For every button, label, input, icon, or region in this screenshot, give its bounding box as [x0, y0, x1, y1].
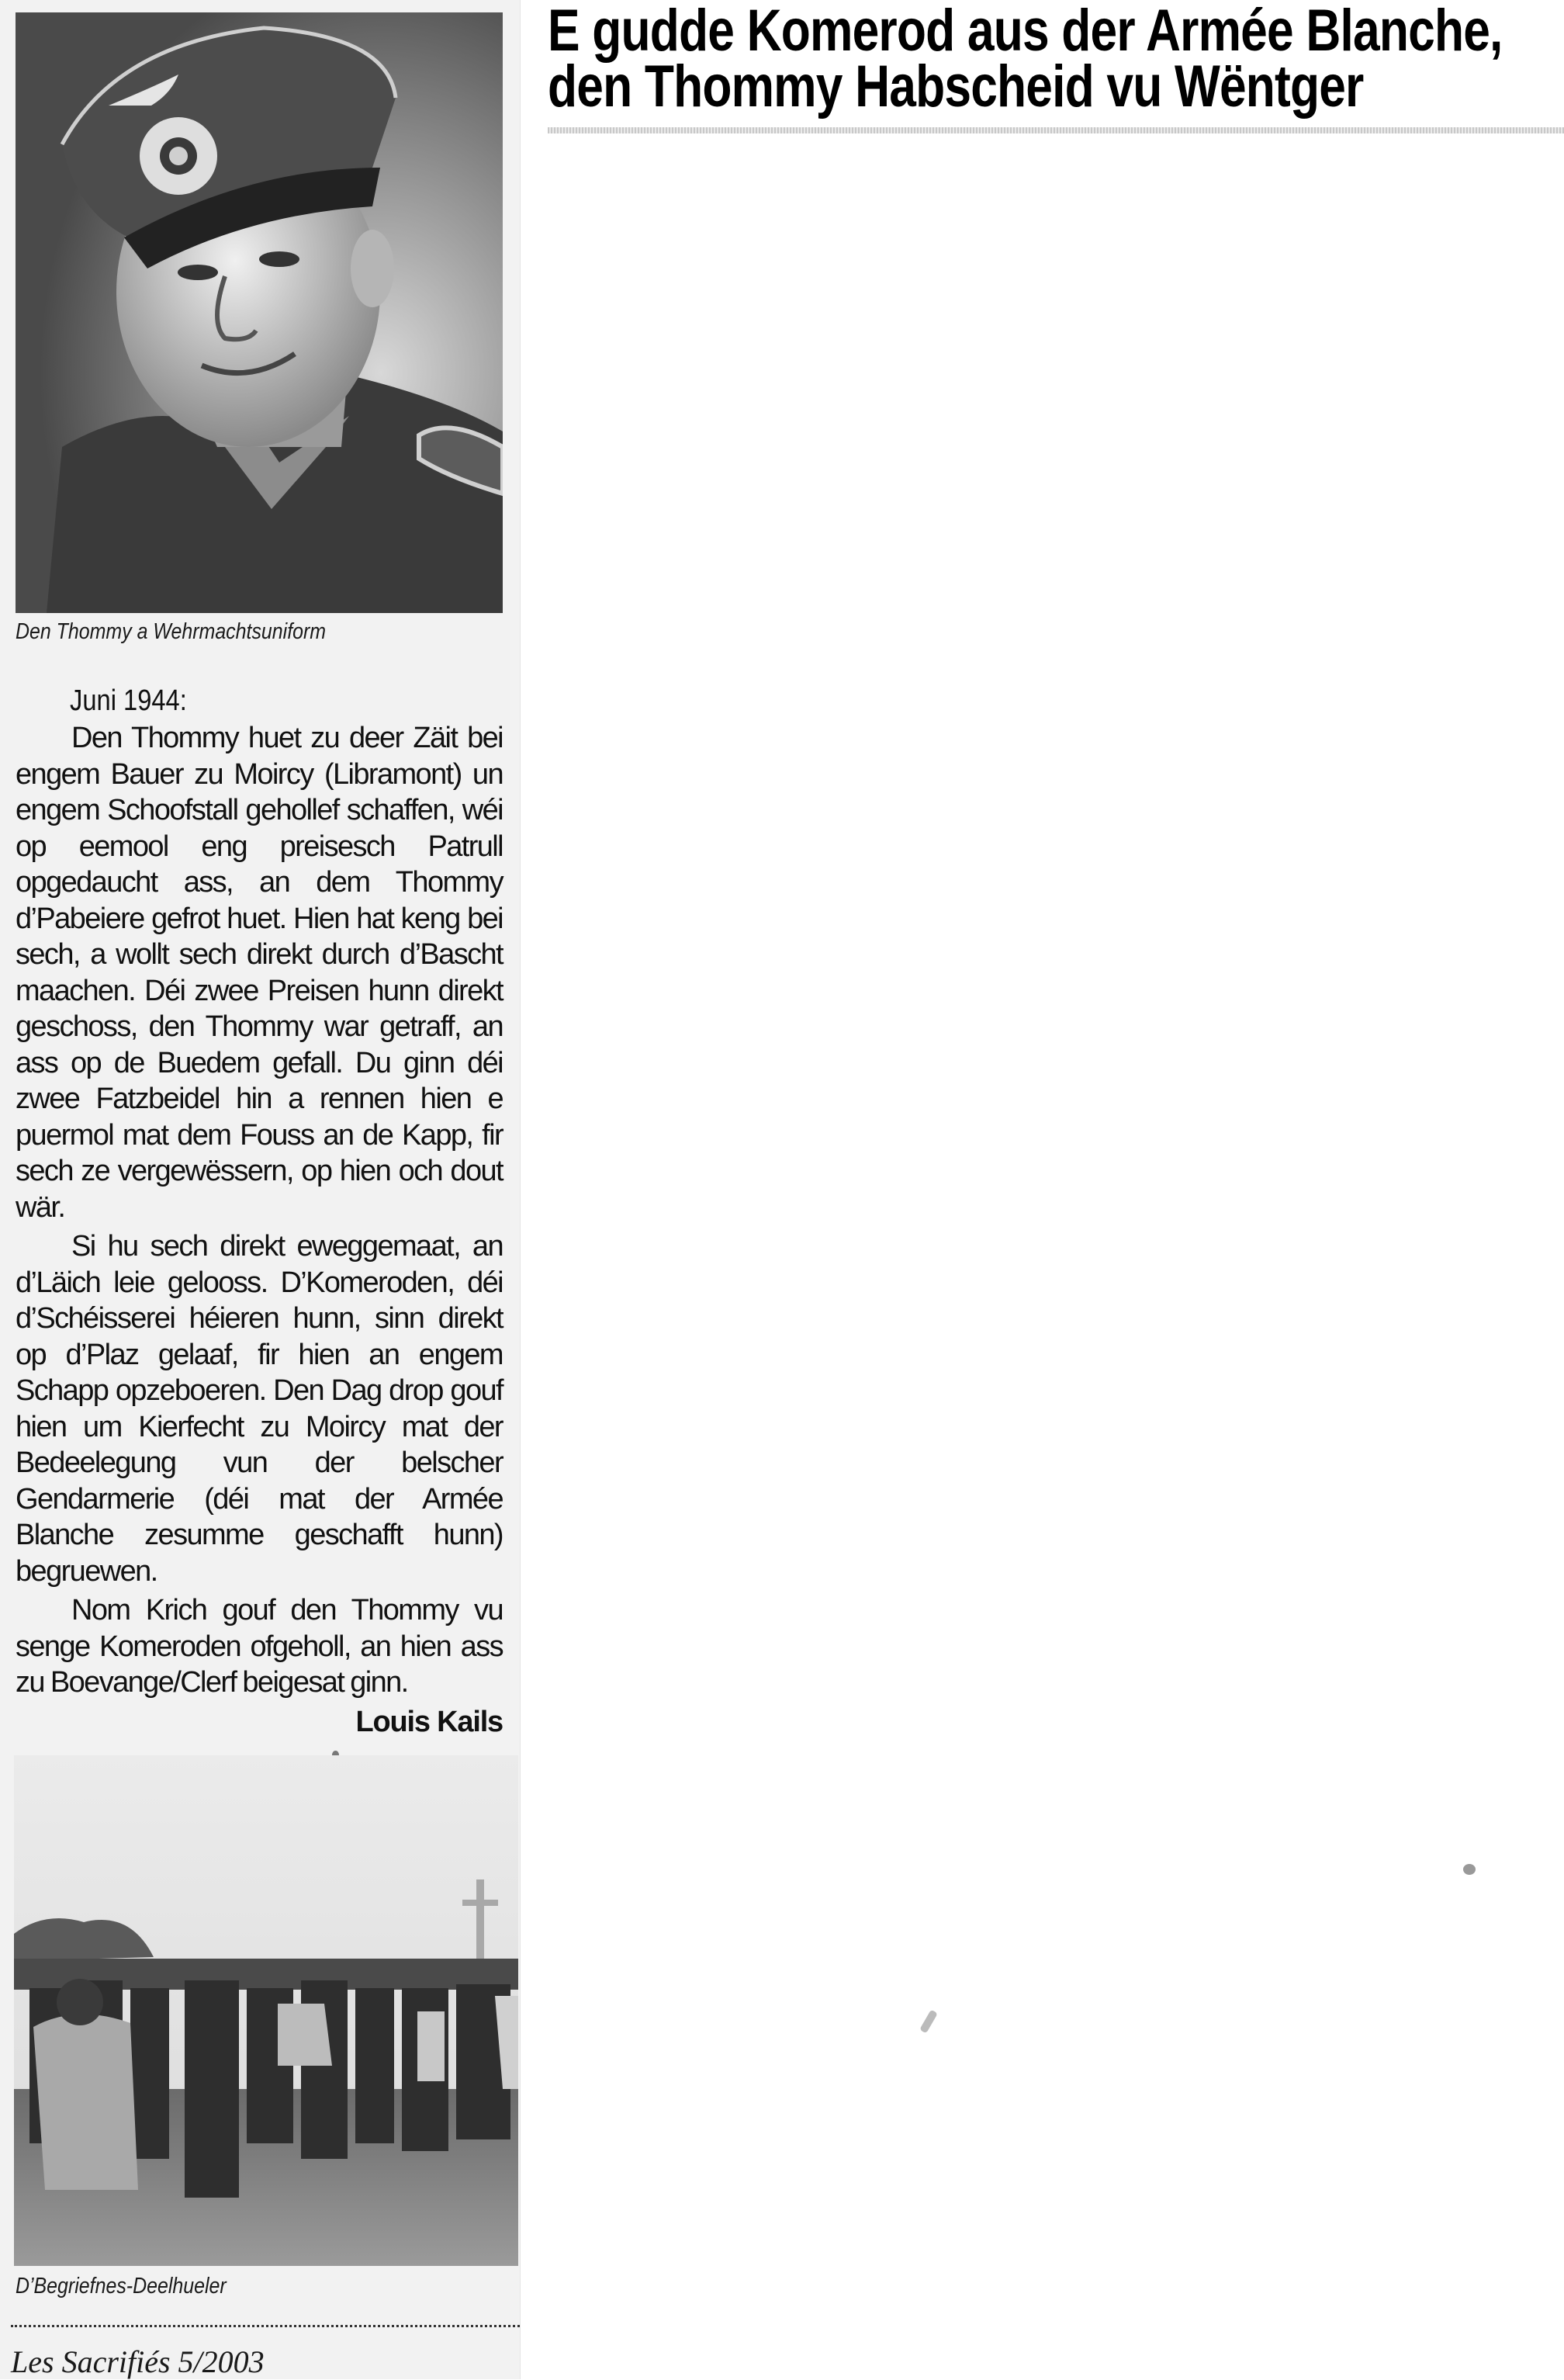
cross-shape: [476, 1879, 484, 1965]
funeral-group-photo: [14, 1755, 518, 2266]
article-paragraph: Den Thommy huet zu deer Zäit bei engem Bauer zu Moircy (Libramont) un engem Schoofstall gehollef schaffen, wéi op eemool eng preisesch Patrull opgedaucht ass, an dem Thommy d’Pabeiere gefrot huet. Hien hat keng bei sech, a wollt sech direkt durch d’Bascht maachen. Déi zwee Preisen hunn direkt geschoss, den Thommy war getraff, an ass op de Buedem gefall. Du ginn déi zwee Fatzbeidel hin a rennen hien e puermol mat dem Fouss an de Kapp, fir sech ze vergewëssern, op hien och dout wär.: [16, 722, 503, 1224]
article-body: [16, 683, 503, 1740]
group-photo-caption: D’Begriefnes-Deelhueler: [16, 2274, 227, 2299]
article-date: Juni 1944:: [70, 684, 187, 717]
portrait-photo: [16, 12, 503, 613]
headline-line-1: E gudde Komerod aus der Armée Blanche,: [548, 0, 1503, 64]
article-headline: [548, 0, 1503, 120]
footer-divider: [11, 2325, 520, 2327]
article-paragraph: Nom Krich gouf den Thommy vu senge Komeroden ofgeholl, an hien ass zu Boevange/Clerf beigesat ginn.: [16, 1594, 503, 1699]
article-author: Louis Kails: [355, 1705, 503, 1738]
portrait-illustration: [16, 12, 503, 613]
headline-underline-rule: [548, 127, 1564, 133]
group-illustration: [14, 1755, 518, 2266]
person-light-jacket: [33, 2015, 138, 2190]
scan-speck: [1463, 1864, 1476, 1875]
scan-speck: [919, 2010, 938, 2034]
headline-line-2: den Thommy Habscheid vu Wëntger: [548, 54, 1364, 120]
portrait-caption: Den Thommy a Wehrmachtsuniform: [16, 619, 327, 644]
article-paragraph: Si hu sech direkt eweggemaat, an d’Läich leie gelooss. D’Komeroden, déi d’Schéisserei héieren hunn, sinn direkt op d’Plaz gelaaf, fir hien an engem Schapp opzeboeren. Den Dag drop gouf hien um Kierfecht zu Moircy mat der Bedeelegung vun der belscher Gendarmerie (déi mat der Armée Blanche zesumme geschafft hunn) begruewen.: [16, 1230, 503, 1588]
publication-credit: Les Sacrifiés 5/2003: [11, 2344, 265, 2379]
